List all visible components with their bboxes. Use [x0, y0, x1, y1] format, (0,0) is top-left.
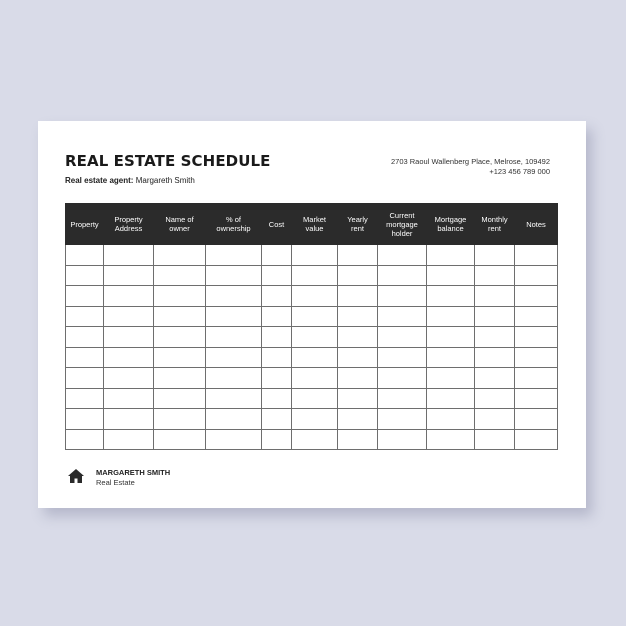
table-cell[interactable]: [154, 265, 206, 286]
table-cell[interactable]: [338, 306, 378, 327]
table-cell[interactable]: [104, 409, 154, 430]
table-cell[interactable]: [292, 388, 338, 409]
column-header: Current mortgage holder: [378, 204, 427, 245]
table-cell[interactable]: [262, 368, 292, 389]
table-cell[interactable]: [515, 429, 558, 450]
agent-label: Real estate agent:: [65, 176, 134, 185]
table-row: [66, 327, 558, 348]
table-cell[interactable]: [292, 265, 338, 286]
agent-name: Margareth Smith: [135, 176, 195, 185]
agent-line: [65, 176, 195, 185]
table-cell[interactable]: [475, 306, 515, 327]
table-cell[interactable]: [104, 245, 154, 266]
table-cell[interactable]: [104, 306, 154, 327]
table-cell[interactable]: [338, 327, 378, 348]
table-cell[interactable]: [262, 245, 292, 266]
table-cell[interactable]: [262, 409, 292, 430]
table-cell[interactable]: [427, 265, 475, 286]
column-header: Property Address: [104, 204, 154, 245]
table-cell[interactable]: [154, 286, 206, 307]
table-cell[interactable]: [427, 245, 475, 266]
address-line: 2703 Raoul Wallenberg Place, Melrose, 109492: [391, 157, 550, 166]
table-cell[interactable]: [515, 245, 558, 266]
table-cell[interactable]: [206, 347, 262, 368]
table-row: [66, 245, 558, 266]
table-cell[interactable]: [154, 327, 206, 348]
table-cell[interactable]: [475, 429, 515, 450]
table-cell[interactable]: [66, 286, 104, 307]
table-cell[interactable]: [378, 245, 427, 266]
table-cell[interactable]: [66, 327, 104, 348]
column-header: Mortgage balance: [427, 204, 475, 245]
table-cell[interactable]: [262, 347, 292, 368]
table-row: [66, 388, 558, 409]
column-header: Yearly rent: [338, 204, 378, 245]
table-row: [66, 429, 558, 450]
table-cell[interactable]: [154, 368, 206, 389]
table-row: [66, 347, 558, 368]
table-cell[interactable]: [515, 388, 558, 409]
table-cell[interactable]: [475, 265, 515, 286]
table-row: [66, 368, 558, 389]
table-cell[interactable]: [262, 429, 292, 450]
schedule-sheet: [38, 121, 586, 508]
table-cell[interactable]: [262, 306, 292, 327]
table-cell[interactable]: [378, 306, 427, 327]
table-cell[interactable]: [104, 347, 154, 368]
column-header: Property: [66, 204, 104, 245]
table-cell[interactable]: [292, 368, 338, 389]
table-cell[interactable]: [206, 388, 262, 409]
table-cell[interactable]: [515, 347, 558, 368]
column-header: Market value: [292, 204, 338, 245]
table-cell[interactable]: [206, 327, 262, 348]
table-cell[interactable]: [292, 327, 338, 348]
table-cell[interactable]: [66, 429, 104, 450]
table-cell[interactable]: [206, 245, 262, 266]
column-header: % of ownership: [206, 204, 262, 245]
table-cell[interactable]: [104, 265, 154, 286]
table-cell[interactable]: [515, 265, 558, 286]
table-cell[interactable]: [66, 265, 104, 286]
table-cell[interactable]: [154, 347, 206, 368]
house-icon: [67, 468, 85, 484]
table-cell[interactable]: [104, 368, 154, 389]
document-title: REAL ESTATE SCHEDULE: [65, 152, 271, 170]
table-cell[interactable]: [378, 368, 427, 389]
contact-block: [391, 157, 550, 177]
table-cell[interactable]: [378, 388, 427, 409]
table-cell[interactable]: [427, 388, 475, 409]
table-cell[interactable]: [206, 286, 262, 307]
table-cell[interactable]: [515, 327, 558, 348]
table-cell[interactable]: [338, 368, 378, 389]
table-cell[interactable]: [475, 409, 515, 430]
table-cell[interactable]: [338, 388, 378, 409]
table-cell[interactable]: [378, 347, 427, 368]
table-cell[interactable]: [262, 388, 292, 409]
phone-number: +123 456 789 000: [489, 167, 550, 176]
table-cell[interactable]: [427, 368, 475, 389]
table-cell[interactable]: [154, 306, 206, 327]
table-header-row: [66, 204, 558, 245]
table-cell[interactable]: [206, 368, 262, 389]
table-cell[interactable]: [262, 286, 292, 307]
table-cell[interactable]: [338, 286, 378, 307]
table-cell[interactable]: [104, 429, 154, 450]
table-cell[interactable]: [378, 409, 427, 430]
table-row: [66, 409, 558, 430]
table-cell[interactable]: [206, 409, 262, 430]
table-cell[interactable]: [66, 409, 104, 430]
table-cell[interactable]: [154, 409, 206, 430]
table-row: [66, 286, 558, 307]
table-cell[interactable]: [206, 429, 262, 450]
table-cell[interactable]: [262, 265, 292, 286]
table-cell[interactable]: [378, 286, 427, 307]
table-cell[interactable]: [427, 306, 475, 327]
table-cell[interactable]: [154, 245, 206, 266]
table-cell[interactable]: [378, 265, 427, 286]
table-cell[interactable]: [515, 368, 558, 389]
table-cell[interactable]: [427, 347, 475, 368]
table-cell[interactable]: [66, 388, 104, 409]
table-cell[interactable]: [515, 286, 558, 307]
table-cell[interactable]: [515, 306, 558, 327]
table-cell[interactable]: [475, 327, 515, 348]
table-cell[interactable]: [475, 368, 515, 389]
footer-subtitle: Real Estate: [96, 478, 135, 487]
schedule-table: [65, 203, 558, 450]
table-cell[interactable]: [104, 388, 154, 409]
table-cell[interactable]: [206, 265, 262, 286]
table-cell[interactable]: [154, 429, 206, 450]
table-cell[interactable]: [427, 327, 475, 348]
table-cell[interactable]: [104, 327, 154, 348]
table-cell[interactable]: [475, 245, 515, 266]
table-cell[interactable]: [66, 347, 104, 368]
table-row: [66, 306, 558, 327]
table-cell[interactable]: [475, 286, 515, 307]
table-cell[interactable]: [292, 245, 338, 266]
table-row: [66, 265, 558, 286]
table-cell[interactable]: [66, 368, 104, 389]
table-cell[interactable]: [338, 429, 378, 450]
table-cell[interactable]: [378, 429, 427, 450]
table-cell[interactable]: [515, 409, 558, 430]
table-cell[interactable]: [292, 347, 338, 368]
table-cell[interactable]: [154, 388, 206, 409]
column-header: Cost: [262, 204, 292, 245]
table-cell[interactable]: [475, 347, 515, 368]
column-header: Name of owner: [154, 204, 206, 245]
table-cell[interactable]: [378, 327, 427, 348]
table-cell[interactable]: [338, 265, 378, 286]
table-cell[interactable]: [427, 429, 475, 450]
table-cell[interactable]: [292, 409, 338, 430]
table-cell[interactable]: [262, 327, 292, 348]
table-cell[interactable]: [292, 306, 338, 327]
table-cell[interactable]: [66, 245, 104, 266]
table-body: [66, 245, 558, 450]
table-cell[interactable]: [338, 245, 378, 266]
table-cell[interactable]: [292, 286, 338, 307]
column-header: Monthly rent: [475, 204, 515, 245]
footer-name: MARGARETH SMITH: [96, 468, 171, 477]
table-cell[interactable]: [427, 286, 475, 307]
table-cell[interactable]: [292, 429, 338, 450]
table-cell[interactable]: [66, 306, 104, 327]
table-cell[interactable]: [475, 388, 515, 409]
table-cell[interactable]: [206, 306, 262, 327]
table-cell[interactable]: [338, 347, 378, 368]
table-cell[interactable]: [104, 286, 154, 307]
column-header: Notes: [515, 204, 558, 245]
table-cell[interactable]: [338, 409, 378, 430]
table-cell[interactable]: [427, 409, 475, 430]
